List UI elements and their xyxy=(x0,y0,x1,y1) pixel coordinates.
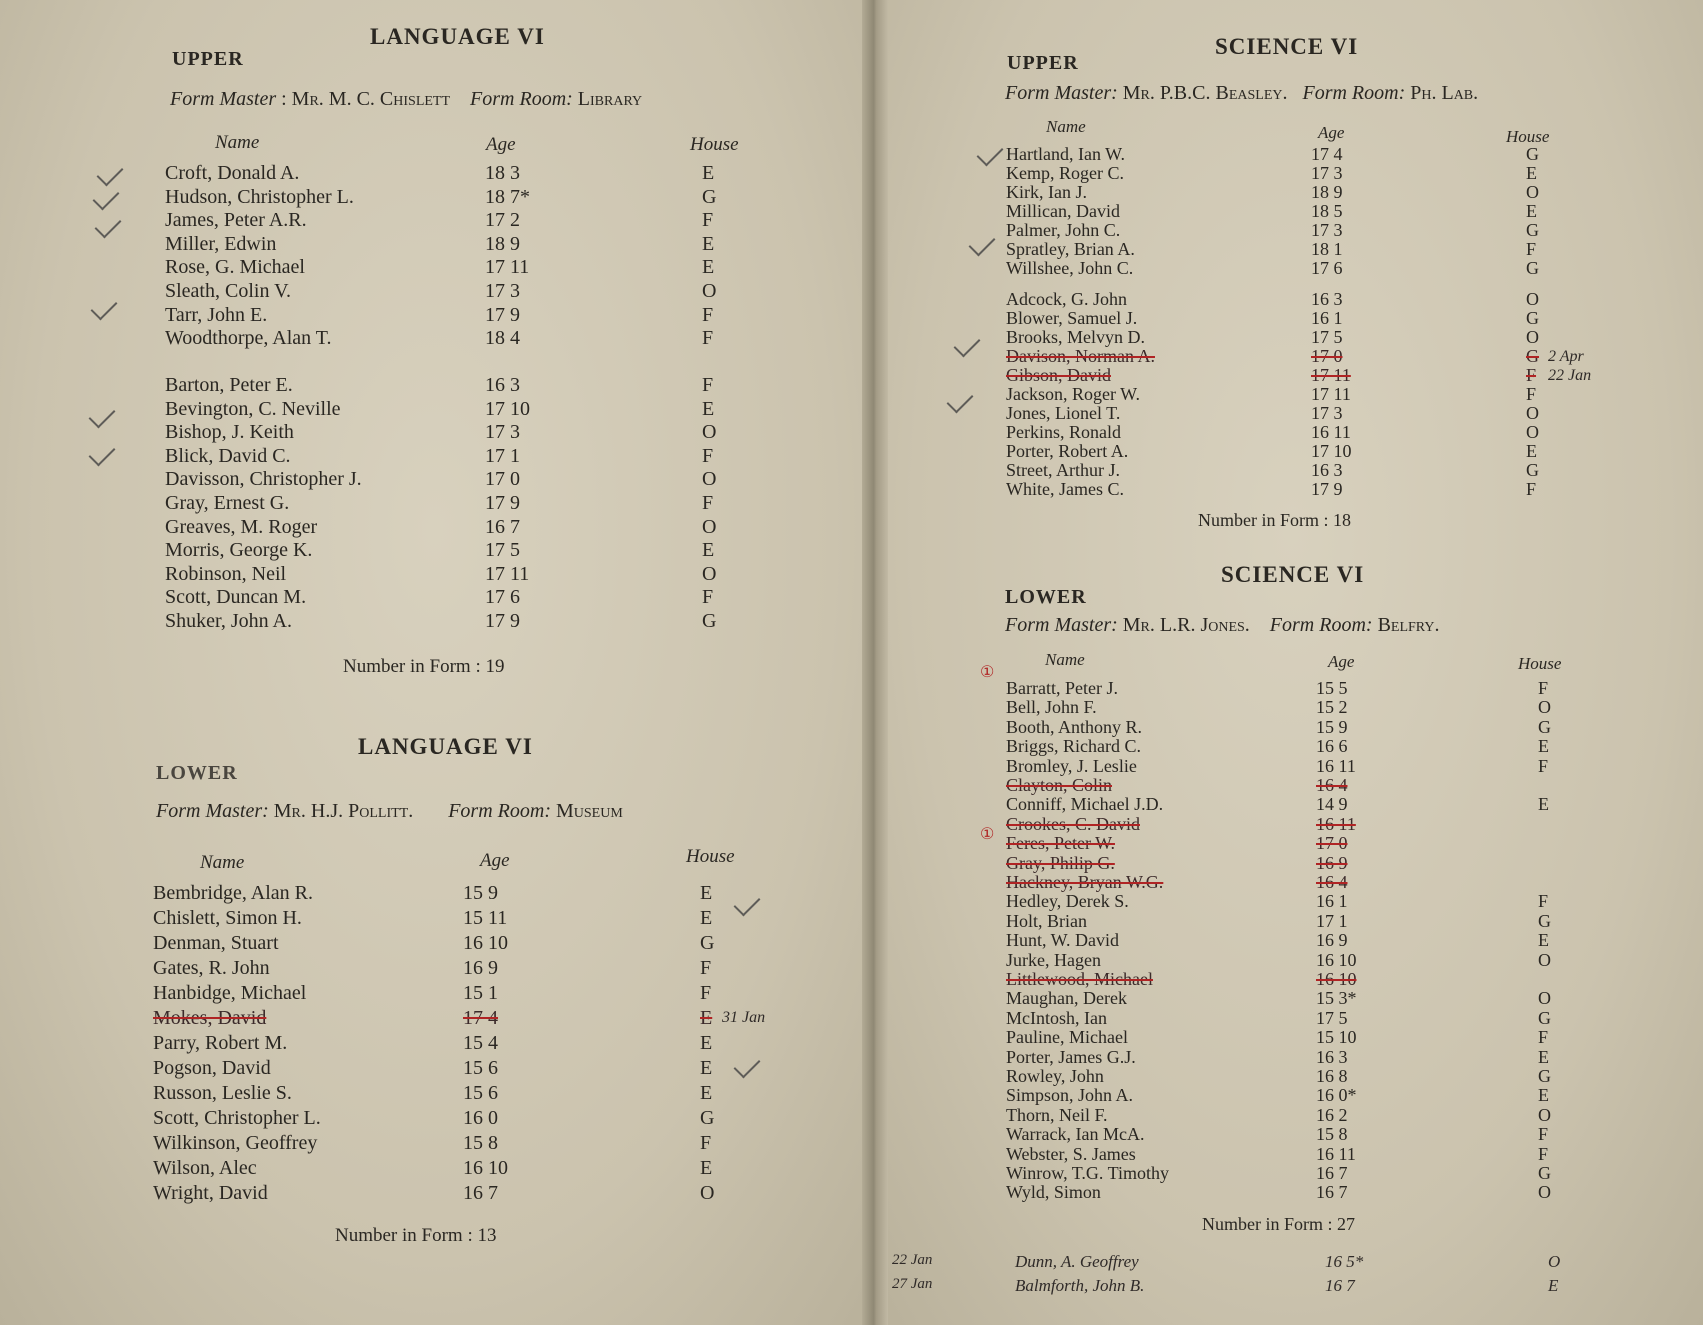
student-house: F xyxy=(1526,239,1537,259)
student-name: Hartland, Ian W. xyxy=(1006,144,1125,164)
student-age: 17 10 xyxy=(485,397,530,420)
student-age: 16 7 xyxy=(1316,1163,1348,1183)
student-name: Jurke, Hagen xyxy=(1006,949,1101,970)
student-age: 16 7 xyxy=(463,1182,498,1204)
student-house: E xyxy=(700,1057,713,1079)
student-name: Jackson, Roger W. xyxy=(1006,384,1140,405)
student-house: E xyxy=(700,1032,713,1054)
student-age: 17 9 xyxy=(485,492,520,515)
student-house: E xyxy=(702,256,715,279)
student-age: 18 9 xyxy=(485,232,520,255)
student-age: 15 10 xyxy=(1316,1027,1357,1048)
student-name: Rose, G. Michael xyxy=(165,256,305,279)
student-age: 17 4 xyxy=(463,1007,498,1029)
section-level: UPPER xyxy=(1007,52,1079,74)
student-name: Booth, Anthony R. xyxy=(1006,716,1143,737)
student-house: G xyxy=(1538,1007,1551,1028)
student-house: F xyxy=(1526,384,1537,405)
student-age: 16 1 xyxy=(1316,891,1348,912)
student-name: Adcock, G. John xyxy=(1006,289,1127,310)
form-master-name: Mr. M. C. Chislett xyxy=(291,88,451,110)
student-name: Barratt, Peter J. xyxy=(1006,678,1118,698)
student-age: 16 4 xyxy=(1316,775,1348,795)
student-age: 17 9 xyxy=(1311,479,1343,500)
student-age: 17 6 xyxy=(1311,258,1343,278)
student-age: 16 3 xyxy=(1316,1046,1348,1067)
student-age: 16 11 xyxy=(1316,813,1356,834)
student-age: 16 9 xyxy=(463,957,498,979)
student-age: 15 4 xyxy=(463,1032,498,1054)
form-master-label: Form Master: xyxy=(1005,82,1118,104)
student-house: E xyxy=(700,907,713,929)
student-name: Gibson, David xyxy=(1006,365,1111,386)
student-name: Conniff, Michael J.D. xyxy=(1006,794,1164,815)
student-house: E xyxy=(700,1007,713,1029)
section-title: SCIENCE VI xyxy=(1221,562,1365,587)
student-house: O xyxy=(1538,697,1551,718)
col-header-age: Age xyxy=(480,850,510,871)
student-house: F xyxy=(700,982,712,1004)
student-name: Denman, Stuart xyxy=(153,932,279,954)
student-house: G xyxy=(1526,144,1539,164)
student-house: E xyxy=(702,539,715,562)
student-age: 15 11 xyxy=(463,907,508,929)
student-age: 18 9 xyxy=(1311,182,1343,202)
student-age: 17 1 xyxy=(1316,910,1348,931)
student-name: Jones, Lionel T. xyxy=(1006,403,1121,424)
form-count: Number in Form : 19 xyxy=(343,656,505,677)
handwritten-date: 27 Jan xyxy=(892,1276,933,1292)
student-name: Gray, Ernest G. xyxy=(165,492,290,515)
student-house: E xyxy=(1538,1085,1549,1106)
student-age: 16 9 xyxy=(1316,930,1348,951)
student-name: Briggs, Richard C. xyxy=(1006,736,1141,757)
student-name: Robinson, Neil xyxy=(165,562,287,585)
student-name: Rowley, John xyxy=(1006,1066,1104,1086)
section-title: LANGUAGE VI xyxy=(358,734,533,759)
student-name: Porter, Robert A. xyxy=(1006,441,1129,462)
student-age: 16 7 xyxy=(1316,1182,1348,1203)
student-age: 18 1 xyxy=(1311,239,1343,259)
student-age: 17 0 xyxy=(1316,833,1348,854)
student-house: O xyxy=(1526,182,1539,202)
red-circle-mark: ① xyxy=(980,826,995,843)
section-title: SCIENCE VI xyxy=(1215,34,1359,59)
student-age: 17 1 xyxy=(485,444,520,467)
student-house: G xyxy=(1526,346,1539,367)
student-age: 18 5 xyxy=(1311,201,1343,221)
student-age: 16 11 xyxy=(1316,755,1356,776)
student-house: F xyxy=(1526,365,1537,386)
student-age: 16 6 xyxy=(1316,736,1348,757)
student-name: Palmer, John C. xyxy=(1006,220,1121,240)
student-age: 18 3 xyxy=(485,162,520,184)
student-name: Winrow, T.G. Timothy xyxy=(1006,1163,1169,1183)
student-age: 17 3 xyxy=(1311,220,1343,240)
leaving-date-note: 22 Jan xyxy=(1548,367,1592,385)
student-house: F xyxy=(1538,678,1549,698)
student-house: E xyxy=(702,232,715,255)
section-level: LOWER xyxy=(156,762,238,784)
student-age: 17 3 xyxy=(1311,403,1343,424)
student-age: 15 5 xyxy=(1316,678,1348,698)
student-house: F xyxy=(702,209,714,232)
student-name: Barton, Peter E. xyxy=(165,374,293,397)
student-name: Wright, David xyxy=(153,1182,268,1204)
student-age: 15 8 xyxy=(1316,1124,1348,1145)
student-name: Hedley, Derek S. xyxy=(1006,891,1129,912)
col-header-house: House xyxy=(690,134,739,155)
col-header-age: Age xyxy=(1328,652,1355,671)
student-name: Webster, S. James xyxy=(1006,1143,1136,1164)
student-house: G xyxy=(1538,716,1551,737)
handwritten-age: 16 7 xyxy=(1325,1276,1355,1295)
student-house: F xyxy=(1538,1124,1549,1145)
student-age: 17 2 xyxy=(485,209,520,232)
student-name: Thorn, Neil F. xyxy=(1006,1104,1108,1125)
student-name: Russon, Leslie S. xyxy=(153,1082,292,1104)
student-house: F xyxy=(700,957,712,979)
student-house: O xyxy=(1538,1104,1551,1125)
student-age: 16 11 xyxy=(1316,1143,1356,1164)
form-room-name: Museum xyxy=(555,800,623,822)
student-name: Hackney, Bryan W.G. xyxy=(1006,872,1164,892)
student-name: Simpson, John A. xyxy=(1006,1085,1134,1106)
student-name: Maughan, Derek xyxy=(1006,988,1127,1009)
student-house: F xyxy=(1538,1027,1549,1048)
student-age: 16 2 xyxy=(1316,1104,1348,1125)
form-master-name: Mr. L.R. Jones. xyxy=(1122,614,1250,636)
student-age: 15 9 xyxy=(1316,716,1348,737)
student-house: G xyxy=(700,932,715,954)
student-name: Brooks, Melvyn D. xyxy=(1006,327,1145,348)
student-name: Clayton, Colin xyxy=(1006,775,1113,795)
student-house: O xyxy=(1538,988,1551,1009)
student-house: O xyxy=(702,421,717,444)
student-age: 16 4 xyxy=(1316,872,1348,892)
student-age: 17 3 xyxy=(1311,163,1343,183)
handwritten-age: 16 5* xyxy=(1325,1252,1364,1271)
student-name: Feres, Peter W. xyxy=(1006,833,1115,854)
student-house: F xyxy=(1538,1143,1549,1164)
student-name: Wyld, Simon xyxy=(1006,1182,1101,1203)
student-house: F xyxy=(1538,755,1549,776)
col-header-house: House xyxy=(1506,127,1550,146)
student-name: Crookes, C. David xyxy=(1006,813,1140,834)
student-age: 15 3* xyxy=(1316,988,1357,1009)
leaving-date-note: 2 Apr xyxy=(1548,348,1584,366)
student-name: Shuker, John A. xyxy=(165,610,292,633)
student-age: 16 7 xyxy=(485,515,520,538)
student-name: Miller, Edwin xyxy=(165,232,277,255)
student-age: 16 10 xyxy=(463,1157,508,1179)
student-house: G xyxy=(1538,1163,1551,1183)
student-age: 17 9 xyxy=(485,610,520,633)
student-age: 18 4 xyxy=(485,327,520,350)
student-age: 17 11 xyxy=(1311,365,1351,386)
student-age: 17 11 xyxy=(1311,384,1351,405)
form-count: Number in Form : 13 xyxy=(335,1225,497,1246)
student-name: Gray, Philip G. xyxy=(1006,852,1115,873)
student-name: Hanbidge, Michael xyxy=(153,982,307,1004)
form-count: Number in Form : 18 xyxy=(1198,510,1351,530)
student-name: Davison, Norman A. xyxy=(1006,346,1155,367)
student-age: 17 4 xyxy=(1311,144,1343,164)
student-age: 17 3 xyxy=(485,421,520,444)
student-age: 17 0 xyxy=(1311,346,1343,367)
student-house: E xyxy=(1538,1046,1549,1067)
section-title: LANGUAGE VI xyxy=(370,24,545,49)
student-name: Wilson, Alec xyxy=(153,1157,257,1179)
student-house: O xyxy=(1538,949,1551,970)
student-house: O xyxy=(1538,1182,1551,1203)
form-master-label: Form Master xyxy=(170,88,277,110)
student-age: 18 7* xyxy=(485,185,530,208)
student-house: G xyxy=(1526,308,1539,329)
handwritten-name: Balmforth, John B. xyxy=(1015,1276,1145,1295)
student-age: 16 9 xyxy=(1316,852,1348,873)
student-age: 15 6 xyxy=(463,1057,498,1079)
student-name: Littlewood, Michael xyxy=(1006,969,1153,989)
student-name: Holt, Brian xyxy=(1006,910,1087,931)
student-name: Woodthorpe, Alan T. xyxy=(165,327,332,350)
student-house: E xyxy=(700,1082,713,1104)
form-master-name: Mr. H.J. Pollitt. xyxy=(273,800,414,822)
student-name: Bell, John F. xyxy=(1006,697,1097,718)
student-house: F xyxy=(702,492,714,515)
student-age: 17 5 xyxy=(1316,1007,1348,1028)
student-name: McIntosh, Ian xyxy=(1006,1007,1107,1028)
student-age: 17 5 xyxy=(485,539,520,562)
student-age: 16 10 xyxy=(463,932,508,954)
student-age: 16 0 xyxy=(463,1107,498,1129)
col-header-name: Name xyxy=(1046,117,1086,136)
student-house: O xyxy=(702,515,717,538)
student-age: 15 9 xyxy=(463,882,498,904)
section-level: LOWER xyxy=(1005,586,1087,608)
student-house: O xyxy=(702,562,717,585)
student-name: Bromley, J. Leslie xyxy=(1006,755,1137,776)
student-age: 17 11 xyxy=(485,562,530,585)
student-house: E xyxy=(1538,736,1549,757)
student-name: Chislett, Simon H. xyxy=(153,907,302,929)
leaving-date-note: 31 Jan xyxy=(722,1009,766,1026)
student-name: Scott, Duncan M. xyxy=(165,586,307,609)
student-age: 17 6 xyxy=(485,586,520,609)
student-name: Street, Arthur J. xyxy=(1006,460,1120,481)
student-name: Tarr, John E. xyxy=(165,303,268,326)
form-master-label: Form Master: xyxy=(156,800,269,822)
student-age: 16 10 xyxy=(1316,969,1357,989)
student-age: 17 11 xyxy=(485,256,530,279)
student-age: 16 3 xyxy=(1311,289,1343,310)
student-house: G xyxy=(1526,258,1539,278)
student-age: 14 9 xyxy=(1316,794,1348,815)
handwritten-date: 22 Jan xyxy=(892,1252,933,1268)
form-room-label: Form Room: xyxy=(1302,82,1406,104)
student-house: E xyxy=(702,397,715,420)
student-age: 15 2 xyxy=(1316,697,1348,718)
student-house: O xyxy=(700,1182,715,1204)
student-name: Sleath, Colin V. xyxy=(165,280,291,302)
form-master-line: Form Master : Mr. M. C. Chislett Form Room: Library xyxy=(170,88,643,110)
section-level: UPPER xyxy=(172,48,244,70)
student-name: Pauline, Michael xyxy=(1006,1027,1128,1048)
student-name: Bishop, J. Keith xyxy=(165,421,294,444)
student-house: G xyxy=(1538,1066,1551,1086)
student-house: F xyxy=(1538,891,1549,912)
student-name: Parry, Robert M. xyxy=(153,1032,288,1054)
student-name: Wilkinson, Geoffrey xyxy=(153,1132,318,1154)
form-master-label: Form Master: xyxy=(1005,614,1118,636)
student-age: 15 8 xyxy=(463,1132,498,1154)
student-house: E xyxy=(1526,441,1537,462)
student-house: F xyxy=(1526,479,1537,500)
student-name: White, James C. xyxy=(1006,479,1124,500)
student-name: Morris, George K. xyxy=(165,539,313,562)
student-name: Kemp, Roger C. xyxy=(1006,163,1124,183)
student-name: Blick, David C. xyxy=(165,444,291,467)
student-age: 16 8 xyxy=(1316,1066,1348,1086)
student-name: Perkins, Ronald xyxy=(1006,422,1121,443)
form-master-name: Mr. P.B.C. Beasley. xyxy=(1122,82,1288,104)
student-age: 17 9 xyxy=(485,303,520,326)
student-house: O xyxy=(702,280,717,302)
student-age: 16 11 xyxy=(1311,422,1351,443)
student-age: 17 0 xyxy=(485,468,520,491)
student-house: O xyxy=(1526,327,1539,348)
student-age: 16 10 xyxy=(1316,949,1357,970)
col-header-age: Age xyxy=(1318,123,1345,142)
student-name: Mokes, David xyxy=(153,1007,267,1029)
student-age: 15 1 xyxy=(463,982,498,1004)
student-house: O xyxy=(1526,403,1539,424)
student-house: O xyxy=(1526,422,1539,443)
student-age: 16 3 xyxy=(1311,460,1343,481)
student-name: Greaves, M. Roger xyxy=(165,515,318,538)
form-master-line xyxy=(1005,614,1439,637)
student-house: F xyxy=(702,586,714,609)
form-room-label: Form Room: xyxy=(448,800,551,822)
student-house: F xyxy=(702,303,714,326)
student-name: Scott, Christopher L. xyxy=(153,1107,321,1129)
student-house: F xyxy=(702,444,714,467)
student-name: Gates, R. John xyxy=(153,957,270,979)
student-age: 15 6 xyxy=(463,1082,498,1104)
student-name: Blower, Samuel J. xyxy=(1006,308,1138,329)
col-header-house: House xyxy=(686,846,735,867)
student-house: O xyxy=(702,468,717,491)
col-header-house: House xyxy=(1518,654,1562,673)
handwritten-house: E xyxy=(1548,1276,1559,1295)
student-house: G xyxy=(702,610,717,633)
col-header-name: Name xyxy=(215,132,260,153)
student-age: 16 0* xyxy=(1316,1085,1357,1106)
student-house: F xyxy=(702,374,714,397)
student-house: E xyxy=(702,162,715,184)
student-age: 17 10 xyxy=(1311,441,1352,462)
student-house: O xyxy=(1526,289,1539,310)
student-house: E xyxy=(700,882,713,904)
col-header-name: Name xyxy=(200,852,245,873)
student-name: Kirk, Ian J. xyxy=(1006,182,1087,202)
student-name: Hudson, Christopher L. xyxy=(165,185,354,208)
red-circle-mark: ① xyxy=(980,664,995,681)
student-name: James, Peter A.R. xyxy=(165,209,307,232)
student-house: G xyxy=(1538,910,1551,931)
student-house: F xyxy=(700,1132,712,1154)
student-name: Hunt, W. David xyxy=(1006,930,1120,951)
student-house: E xyxy=(1526,163,1537,183)
col-header-age: Age xyxy=(486,134,516,155)
student-age: 16 3 xyxy=(485,374,520,397)
student-house: F xyxy=(702,327,714,350)
student-house: E xyxy=(1538,794,1549,815)
student-name: Davisson, Christopher J. xyxy=(165,468,362,491)
form-count: Number in Form : 27 xyxy=(1202,1214,1355,1234)
student-name: Spratley, Brian A. xyxy=(1006,239,1135,259)
student-age: 16 1 xyxy=(1311,308,1343,329)
student-house: E xyxy=(1538,930,1549,951)
form-room-name: Library xyxy=(577,88,643,110)
student-house: G xyxy=(1526,460,1539,481)
student-name: Bevington, C. Neville xyxy=(165,397,341,420)
student-name: Millican, David xyxy=(1006,201,1120,221)
student-name: Porter, James G.J. xyxy=(1006,1046,1136,1067)
student-name: Bembridge, Alan R. xyxy=(153,882,313,904)
student-house: E xyxy=(700,1157,713,1179)
student-house: G xyxy=(1526,220,1539,240)
student-age: 17 3 xyxy=(485,280,520,302)
student-name: Willshee, John C. xyxy=(1006,258,1134,278)
student-name: Warrack, Ian McA. xyxy=(1006,1124,1145,1145)
handwritten-house: O xyxy=(1548,1252,1561,1271)
student-name: Croft, Donald A. xyxy=(165,162,300,184)
student-house: G xyxy=(702,185,717,208)
student-house: E xyxy=(1526,201,1537,221)
student-name: Pogson, David xyxy=(153,1057,271,1079)
student-house: G xyxy=(700,1107,715,1129)
form-room-label: Form Room: xyxy=(470,88,573,110)
student-age: 17 5 xyxy=(1311,327,1343,348)
form-room-name: Ph. Lab. xyxy=(1410,82,1479,104)
col-header-name: Name xyxy=(1045,650,1085,669)
form-room-name: Belfry. xyxy=(1377,614,1440,636)
form-room-label: Form Room: xyxy=(1269,614,1373,636)
handwritten-name: Dunn, A. Geoffrey xyxy=(1015,1252,1139,1271)
